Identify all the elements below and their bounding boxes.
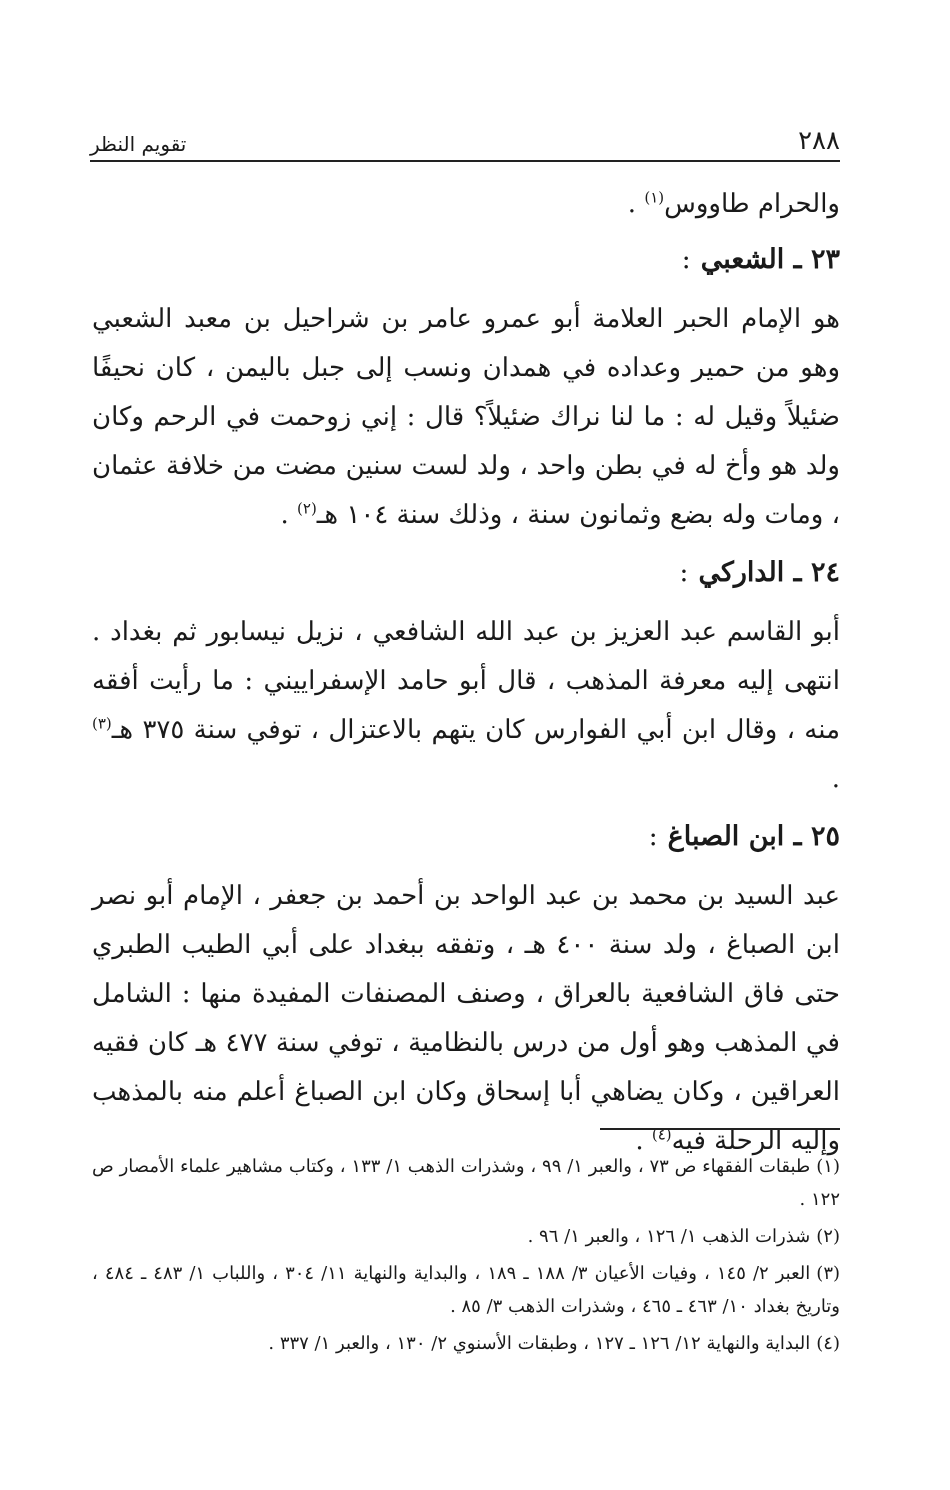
- footnote-text: البداية والنهاية ١٢/ ١٢٦ ـ ١٢٧ ، وطبقات الأسنوي ٢/ ١٣٠ ، والعبر ١/ ٣٣٧ .: [268, 1333, 811, 1354]
- footnote-text: طبقات الفقهاء ص ٧٣ ، والعبر ١/ ٩٩ ، وشذرات الذهب ١/ ١٣٣ ، وكتاب مشاهير علماء الأمصار ص ١٢٢ .: [92, 1156, 840, 1210]
- footnote: [92, 1150, 840, 1216]
- paragraph-end: .: [627, 189, 645, 219]
- footnotes: [92, 1150, 840, 1364]
- continuation-paragraph: [92, 180, 840, 229]
- footnote-number: (٤): [816, 1333, 840, 1354]
- footnote-number: (٣): [816, 1263, 841, 1284]
- entry-heading: [92, 550, 840, 596]
- footnote-ref[interactable]: (٣): [92, 714, 112, 733]
- paragraph-end: .: [280, 500, 298, 530]
- running-title: تقويم النظر: [90, 132, 187, 156]
- footnote: [92, 1257, 840, 1323]
- page-number: ٢٨٨: [798, 126, 840, 156]
- continuation-text: والحرام طاووس: [664, 189, 840, 219]
- biography-text: أبو القاسم عبد العزيز بن عبد الله الشافعي ، نزيل نيسابور ثم بغداد . انتهى إليه معرفة المذهب ، قال أبو حامد الإسفراييني : ما رأيت أفقه منه ، وقال ابن أبي الفوارس كان يتهم بالاعتزال ، توفي سنة ٣٧٥ هـ: [92, 617, 840, 745]
- footnote-text: العبر ٢/ ١٤٥ ، وفيات الأعيان ٣/ ١٨٨ ـ ١٨٩ ، والبداية والنهاية ١١/ ٣٠٤ ، واللباب ١/ ٤٨٣ ـ ٤٨٤ ، وتاريخ بغداد ١٠/ ٤٦٣ ـ ٤٦٥ ، وشذرات الذهب ٣/ ٨٥ .: [92, 1263, 840, 1317]
- entry-heading: [92, 237, 840, 283]
- footnote-ref[interactable]: (٢): [297, 499, 317, 518]
- entry-heading-text: ٢٣ ـ الشعبي: [700, 244, 840, 275]
- heading-colon: :: [648, 821, 658, 852]
- paragraph-end: .: [635, 1126, 652, 1156]
- entry-biography: [92, 872, 840, 1166]
- footnote: [92, 1220, 840, 1253]
- heading-colon: :: [681, 244, 691, 275]
- heading-colon: :: [679, 557, 689, 588]
- entry-biography: [92, 295, 840, 540]
- entry-heading-text: ٢٥ ـ ابن الصباغ: [667, 821, 840, 852]
- footnote-text: شذرات الذهب ١/ ١٢٦ ، والعبر ١/ ٩٦ .: [527, 1226, 811, 1247]
- footnote-number: (٢): [816, 1226, 840, 1247]
- biography-text: هو الإمام الحبر العلامة أبو عمرو عامر بن شراحيل بن معبد الشعبي وهو من حمير وعداده في همدان ونسب إلى جبل باليمن ، كان نحيفًا ضئيلاً وقيل له : ما لنا نراك ضئيلاً؟ قال : إني زوحمت في الرحم وكان ولد هو وأخ له في بطن واحد ، ولد لست سنين مضت من خلافة عثمان ، ومات وله بضع وثمانون سنة ، وذلك سنة ١٠٤ هـ: [92, 304, 840, 530]
- biography-text: عبد السيد بن محمد بن عبد الواحد بن أحمد بن جعفر ، الإمام أبو نصر ابن الصباغ ، ولد سنة ٤٠٠ هـ ، وتفقه ببغداد على أبي الطيب الطبري حتى فاق الشافعية بالعراق ، وصنف المصنفات المفيدة منها : الشامل في المذهب وهو أول من درس بالنظامية ، توفي سنة ٤٧٧ هـ كان فقيه العراقين ، وكان يضاهي أبا إسحاق وكان ابن الصباغ أعلم منه بالمذهب وإليه الرحلة فيه: [92, 881, 840, 1156]
- footnote-number: (١): [816, 1156, 840, 1177]
- entry-biography: [92, 608, 840, 804]
- footnote-divider: [600, 1128, 840, 1130]
- footnote-ref[interactable]: (٤): [651, 1125, 672, 1144]
- footnote-ref[interactable]: (١): [644, 188, 665, 207]
- entry-heading: [92, 814, 840, 860]
- paragraph-end: .: [831, 764, 840, 794]
- entry-heading-text: ٢٤ ـ الداركي: [698, 557, 840, 588]
- page-header: [90, 116, 840, 162]
- footnote: [92, 1327, 840, 1360]
- page-body: [92, 180, 840, 1176]
